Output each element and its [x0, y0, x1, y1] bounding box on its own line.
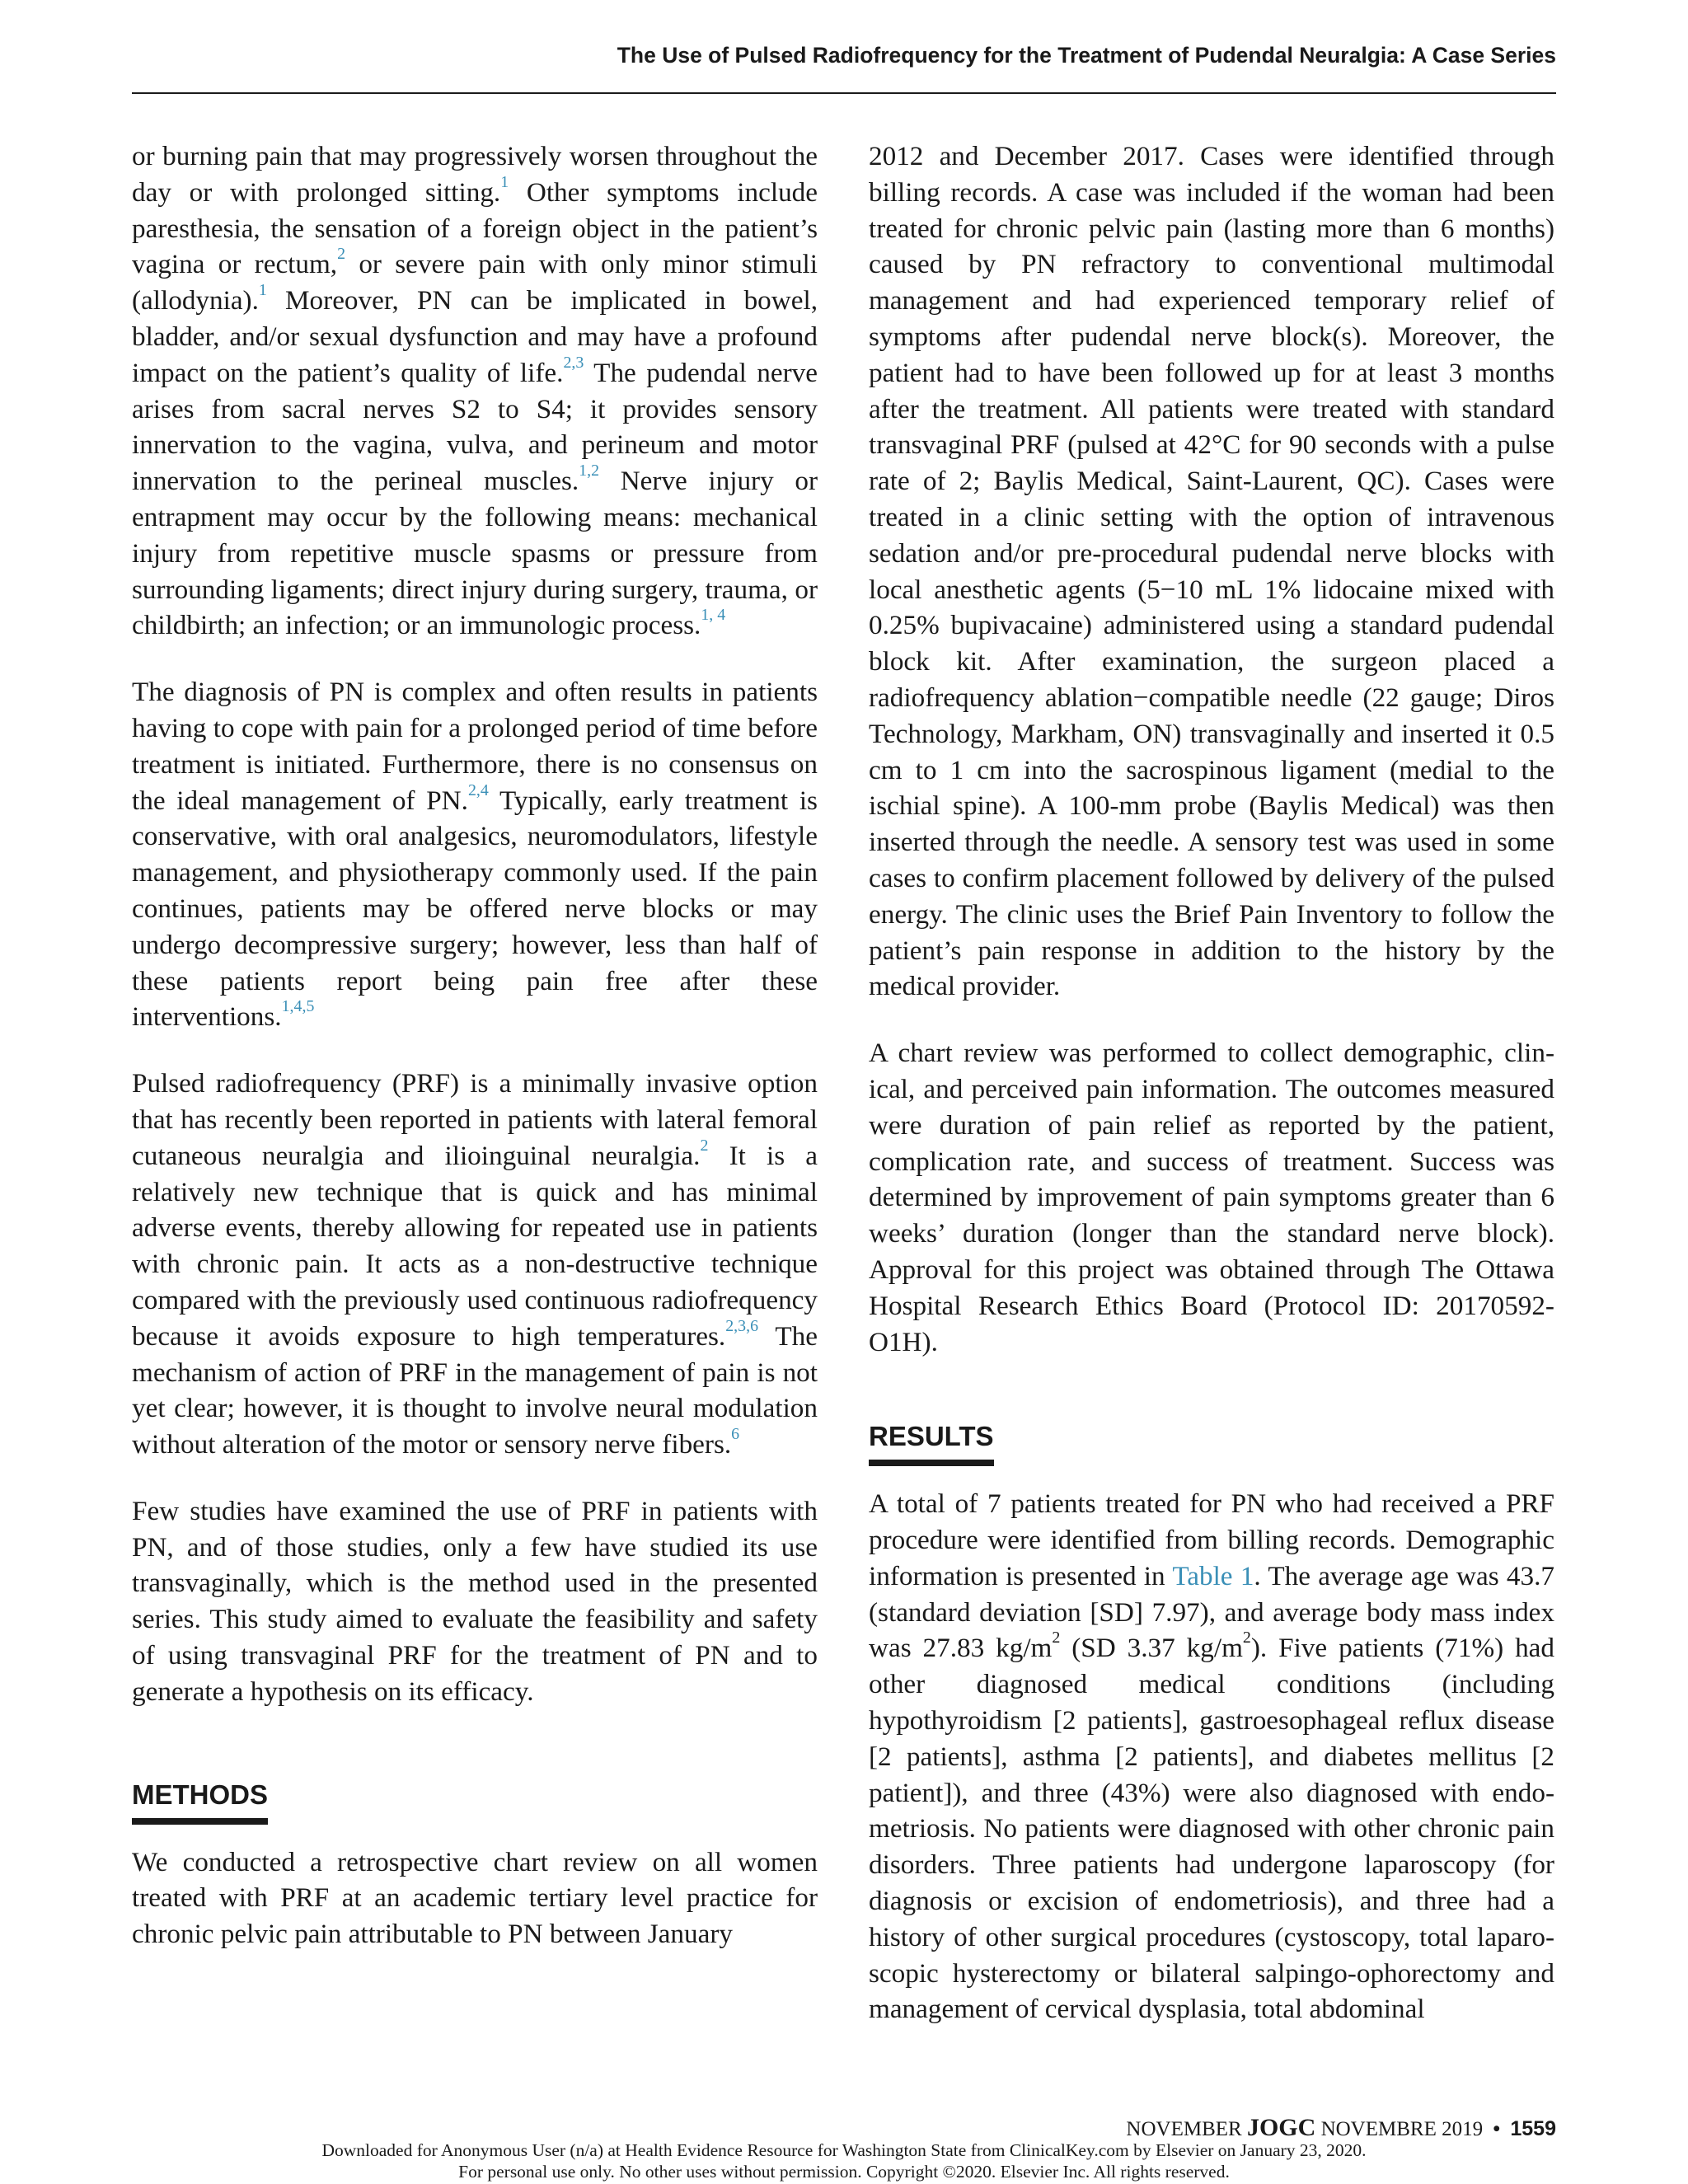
citation-link[interactable]: 1 — [258, 281, 267, 300]
citation-link[interactable]: 1,2 — [579, 462, 600, 480]
download-line-1: Downloaded for Anonymous User (n/a) at Health Evidence Resource for Washington State from ClinicalKey.com by Elsevier on January 23, 2020. — [321, 2140, 1367, 2160]
text-run: Other symptoms include paresthesia, the sensation of a foreign object in the patient’s vagina or rectum, — [132, 176, 818, 280]
intro-paragraph — [132, 138, 818, 644]
text-run: Nerve injury or entrapment may occur by the following means: mechanical injury from repetitive muscle spasms or pressure from surrounding ligaments; direct injury during surgery, trauma, or childbirth; an infection; or an immunologic process. — [132, 466, 818, 641]
left-column — [132, 138, 818, 1983]
text-run: ). Five patients (71%) had other diagnosed medical conditions (including hypothyroidism [2 patients], gastroesophageal reflux disease [2 patients], asthma [2 patients], and diabetes mellitus [2 patient]), and three (43%) were also diagnosed with endometriosis. No patients were diagnosed with other chronic pain disorders. Three patients had undergone laparoscopy (for diagnosis or excision of endometriosis), and three had a history of other surgical procedures (cystoscopy, total laparoscopic hysterectomy or bilateral salpingo-ophorectomy and management of cervical dysplasia, total abdominal — [869, 1633, 1555, 2025]
text-run: It is a relatively new technique that is quick and has minimal adverse events, thereby allowing for repeated use in patients with chronic pain. It acts as a non-destructive technique compared with the previously used continuous radiofrequency because it avoids exposure to high temperatures. — [132, 1140, 818, 1352]
text-run: The mechanism of action of PRF in the management of pain is not yet clear; however, it is thought to involve neural modulation without alteration of the motor or sensory nerve fibers. — [132, 1320, 818, 1460]
citation-link[interactable]: 2 — [700, 1136, 709, 1155]
running-header — [132, 43, 1556, 94]
running-title: The Use of Pulsed Radiofrequency for the Treatment of Pudendal Neuralgia: A Case Series — [617, 43, 1556, 68]
text-run: A total of 7 patients treated for PN who had received a PRF procedure were identified from billing records. Demographic information is presented in — [869, 1488, 1554, 1591]
methods-paragraph-continued: 2012 and December 2017. Cases were identified through billing records. A case was included if the woman had been treated for chronic pelvic pain (lasting more than 6 months) caused by PN refractory to conventional multimodal management and had experienced temporary relief of symptoms after pudendal nerve block(s). Moreover, the patient had to have been followed up for at least 3 months after the treatment. All patients were treated with standard transvaginal PRF (pulsed at 42°C for 90 seconds with a pulse rate of 2; Baylis Medical, Saint-Laurent, QC). Cases were treated in a clinic setting with the option of intravenous sedation and/or pre-procedural pudendal nerve blocks with local anesthetic agents (5−10 mL 1% lidocaine mixed with 0.25% bupivacaine) administered using a standard pudendal block kit. After examination, the surgeon placed a radiofrequency ablation−compatible needle (22 gauge; Diros Technology, Markham, ON) transvaginally and inserted it 0.5 cm to 1 cm into the sacrospinous ligament (medial to the ischial spine). A 100-mm probe (Baylis Medical) was then inserted through the needle. A sensory test was used in some cases to confirm placement followed by delivery of the pulsed energy. The clinic uses the Brief Pain Inventory to follow the patient’s pain response in addition to the history by the medical provider. — [869, 141, 1554, 1002]
results-paragraph — [869, 1486, 1554, 2027]
methods-heading: METHODS — [132, 1779, 268, 1825]
diagnosis-paragraph — [132, 674, 818, 1035]
citation-link[interactable]: 2,3 — [563, 353, 584, 372]
citation-link[interactable]: 2,4 — [467, 780, 489, 799]
citation-link[interactable]: 1, 4 — [701, 606, 726, 625]
page-footer — [1126, 2114, 1556, 2142]
text-run: Moreover, PN can be implicated in bowel, bladder, and/or sexual dysfunction and may have a profound impact on the patient’s quality of life. — [132, 285, 818, 388]
journal-name: JOGC — [1246, 2114, 1316, 2141]
text-run: (SD 3.37 kg/m — [1060, 1633, 1243, 1664]
citation-link[interactable]: 2 — [337, 245, 346, 264]
citation-link[interactable]: 1,4,5 — [281, 997, 315, 1016]
citation-link[interactable]: 2,3,6 — [725, 1316, 759, 1335]
footer-month-en: NOVEMBER — [1126, 2118, 1242, 2140]
download-notice — [0, 2139, 1688, 2182]
text-run: Pulsed radiofrequency (PRF) is a minimally invasive option that has recently been reported in patients with lateral femoral cutaneous neuralgia and ilioinguinal neuralgia. — [132, 1068, 818, 1171]
text-run: or burning pain that may progressively worsen throughout the day or with prolonged sitting. — [132, 141, 818, 208]
superscript: 2 — [1052, 1629, 1061, 1647]
download-line-2: For personal use only. No other uses without permission. Copyright ©2020. Elsevier Inc. All rights reserved. — [458, 2162, 1230, 2182]
footer-bullet: • — [1493, 2118, 1501, 2140]
page-number: 1559 — [1510, 2117, 1556, 2140]
right-column — [869, 138, 1554, 2058]
results-heading: RESULTS — [869, 1420, 994, 1466]
prf-paragraph — [132, 1066, 818, 1463]
citation-link[interactable]: 1 — [500, 172, 509, 191]
text-run: The diagnosis of PN is complex and often results in patients having to cope with pain for a prolonged period of time before treatment is initiated. Furthermore, there is no consensus on the ideal management of PN. — [132, 677, 818, 816]
aim-paragraph: Few studies have examined the use of PRF in patients with PN, and of those studies, only a few have studied its use transvaginally, which is the method used in the presented series. This study aimed to evaluate the feasibility and safety of using transvaginal PRF for the treatment of PN and to generate a hypothesis on its efficacy. — [132, 1495, 818, 1707]
table-1-link[interactable]: Table 1 — [1172, 1560, 1254, 1591]
superscript: 2 — [1242, 1629, 1251, 1647]
footer-month-fr-year: NOVEMBRE 2019 — [1320, 2118, 1484, 2140]
text-run: or severe pain with only minor stimuli (allodynia). — [132, 249, 818, 316]
text-run: . The average age was 43.7 (standard deviation [SD] 7.97), and average body mass index was 27.83 kg/m — [869, 1560, 1555, 1664]
methods-paragraph-start: We conducted a retrospective chart review on all women treated with PRF at an academic tertiary level practice for chronic pelvic pain attributable to PN between January — [132, 1846, 818, 1950]
citation-link[interactable]: 6 — [731, 1425, 740, 1444]
text-run: Typically, early treatment is conservative, with oral analgesics, neuromodulators, lifestyle management, and physiotherapy commonly used. If the pain continues, patients may be offered nerve blocks or may undergo decompressive surgery; however, less than half of these patients report being pain free after these interventions. — [132, 785, 818, 1033]
chart-review-paragraph: A chart review was performed to collect demographic, clinical, and perceived pain information. The outcomes measured were duration of pain relief as reported by the patient, complication rate, and success of treatment. Success was determined by improvement of pain symptoms greater than 6 weeks’ duration (longer than the standard nerve block). Approval for this project was obtained through The Ottawa Hospital Research Ethics Board (Protocol ID: 20170592-O1H). — [869, 1038, 1554, 1357]
text-run: The pudendal nerve arises from sacral nerves S2 to S4; it provides sensory innervation to the vagina, vulva, and perineum and motor innervation to the perineal muscles. — [132, 357, 818, 497]
